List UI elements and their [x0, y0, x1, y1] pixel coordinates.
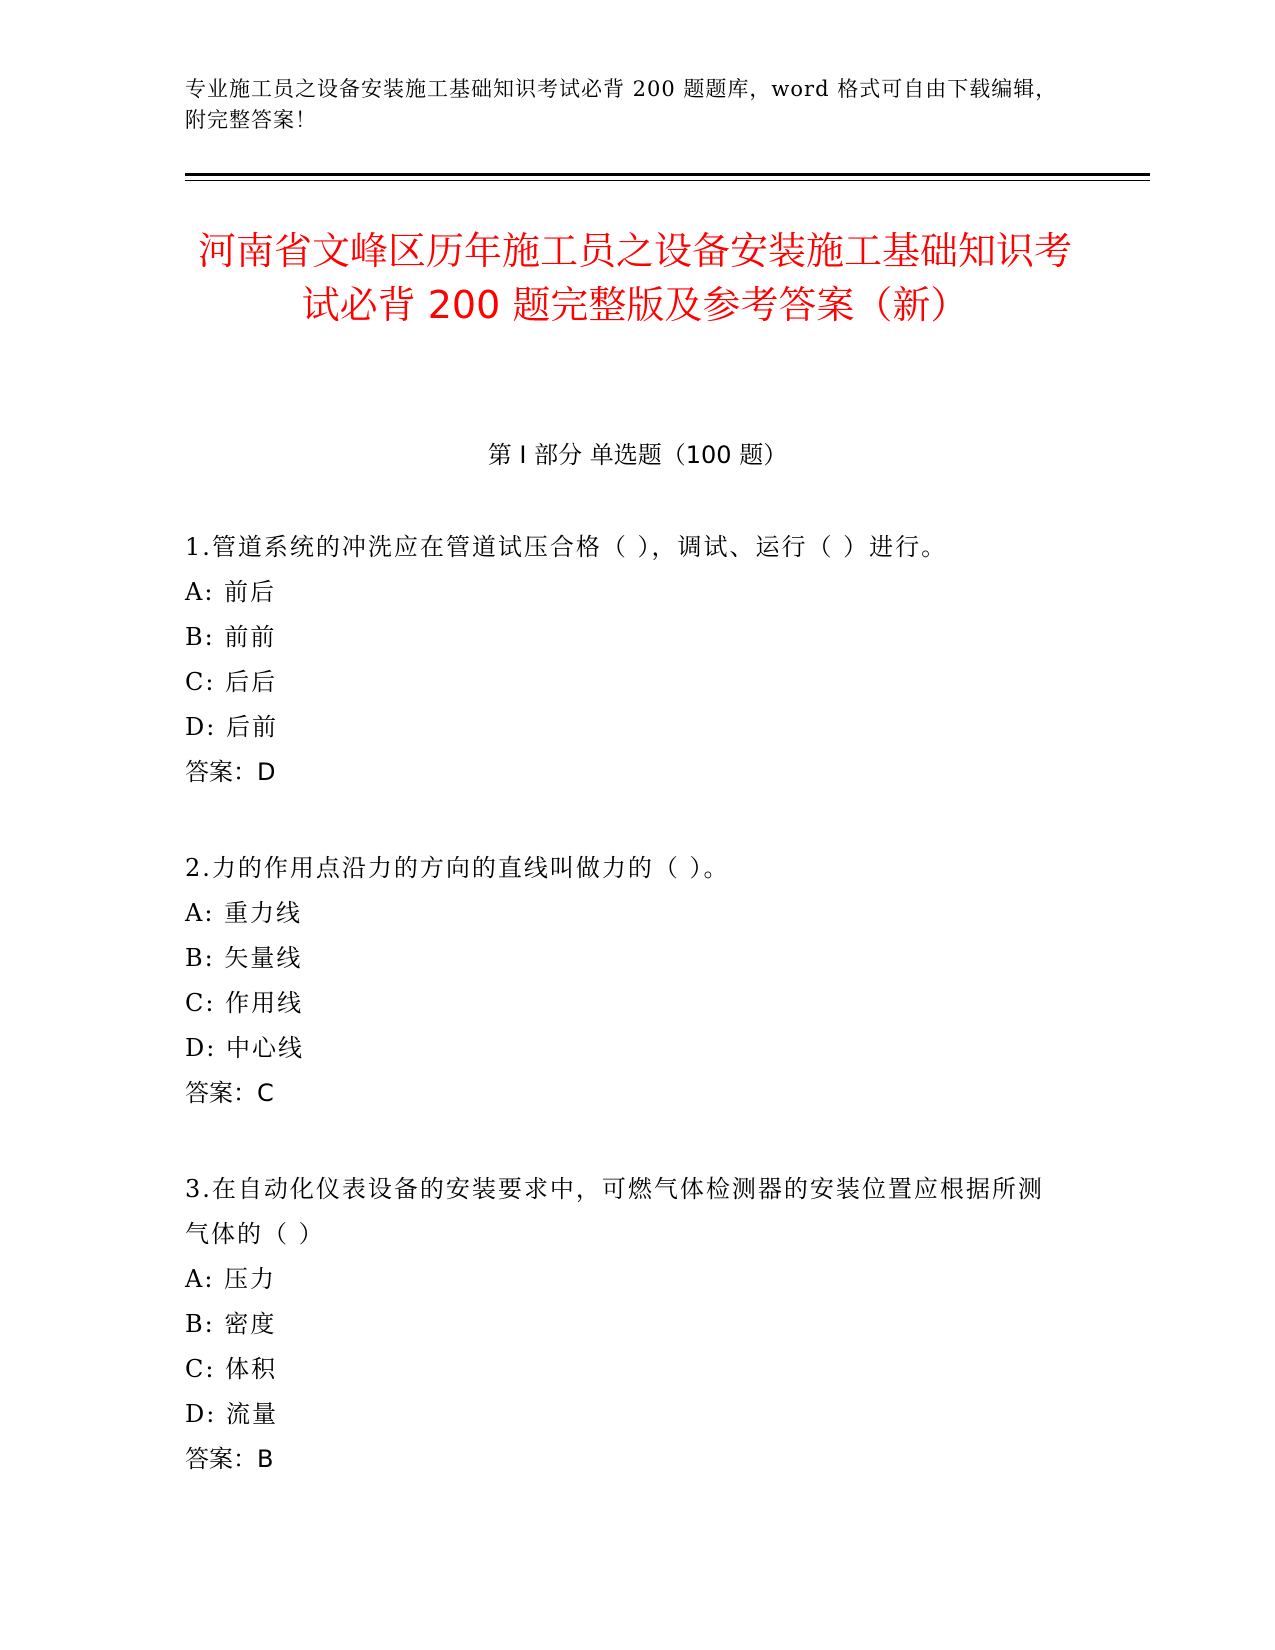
option-d: D: 中心线	[185, 1034, 304, 1062]
answer: 答案：B	[185, 1445, 274, 1473]
option-a: A: 压力	[185, 1265, 277, 1293]
option-c: C: 体积	[185, 1355, 278, 1383]
option-b: B: 密度	[185, 1310, 277, 1338]
question-1	[185, 525, 1065, 795]
option-d: D: 后前	[185, 713, 278, 741]
section-title: 第 I 部分 单选题（100 题）	[487, 441, 788, 469]
document-title: 河南省文峰区历年施工员之设备安装施工基础知识考试必背 200 题完整版及参考答案（新）	[197, 229, 1072, 327]
option-d: D: 流量	[185, 1400, 278, 1428]
option-a: A: 前后	[185, 578, 277, 606]
question-2	[185, 846, 1065, 1116]
question-stem: 2.力的作用点沿力的方向的直线叫做力的（ ）。	[185, 854, 730, 882]
option-a: A: 重力线	[185, 899, 303, 927]
question-stem: 3.在自动化仪表设备的安装要求中，可燃气体检测器的安装位置应根据所测气体的（ ）	[185, 1175, 1044, 1248]
header-rule-thin	[185, 180, 1150, 181]
question-list	[185, 525, 1065, 1533]
option-c: C: 作用线	[185, 989, 304, 1017]
answer: 答案：D	[185, 758, 276, 786]
option-c: C: 后后	[185, 668, 278, 696]
option-b: B: 前前	[185, 623, 277, 651]
question-3	[185, 1167, 1065, 1482]
header-rule-thick	[185, 173, 1150, 176]
answer: 答案：C	[185, 1079, 274, 1107]
question-stem: 1.管道系统的冲洗应在管道试压合格（ ），调试、运行（ ）进行。	[185, 533, 948, 561]
header-note: 专业施工员之设备安装施工基础知识考试必背 200 题题库，word 格式可自由下载编辑，附完整答案！	[185, 77, 1058, 132]
option-b: B: 矢量线	[185, 944, 303, 972]
